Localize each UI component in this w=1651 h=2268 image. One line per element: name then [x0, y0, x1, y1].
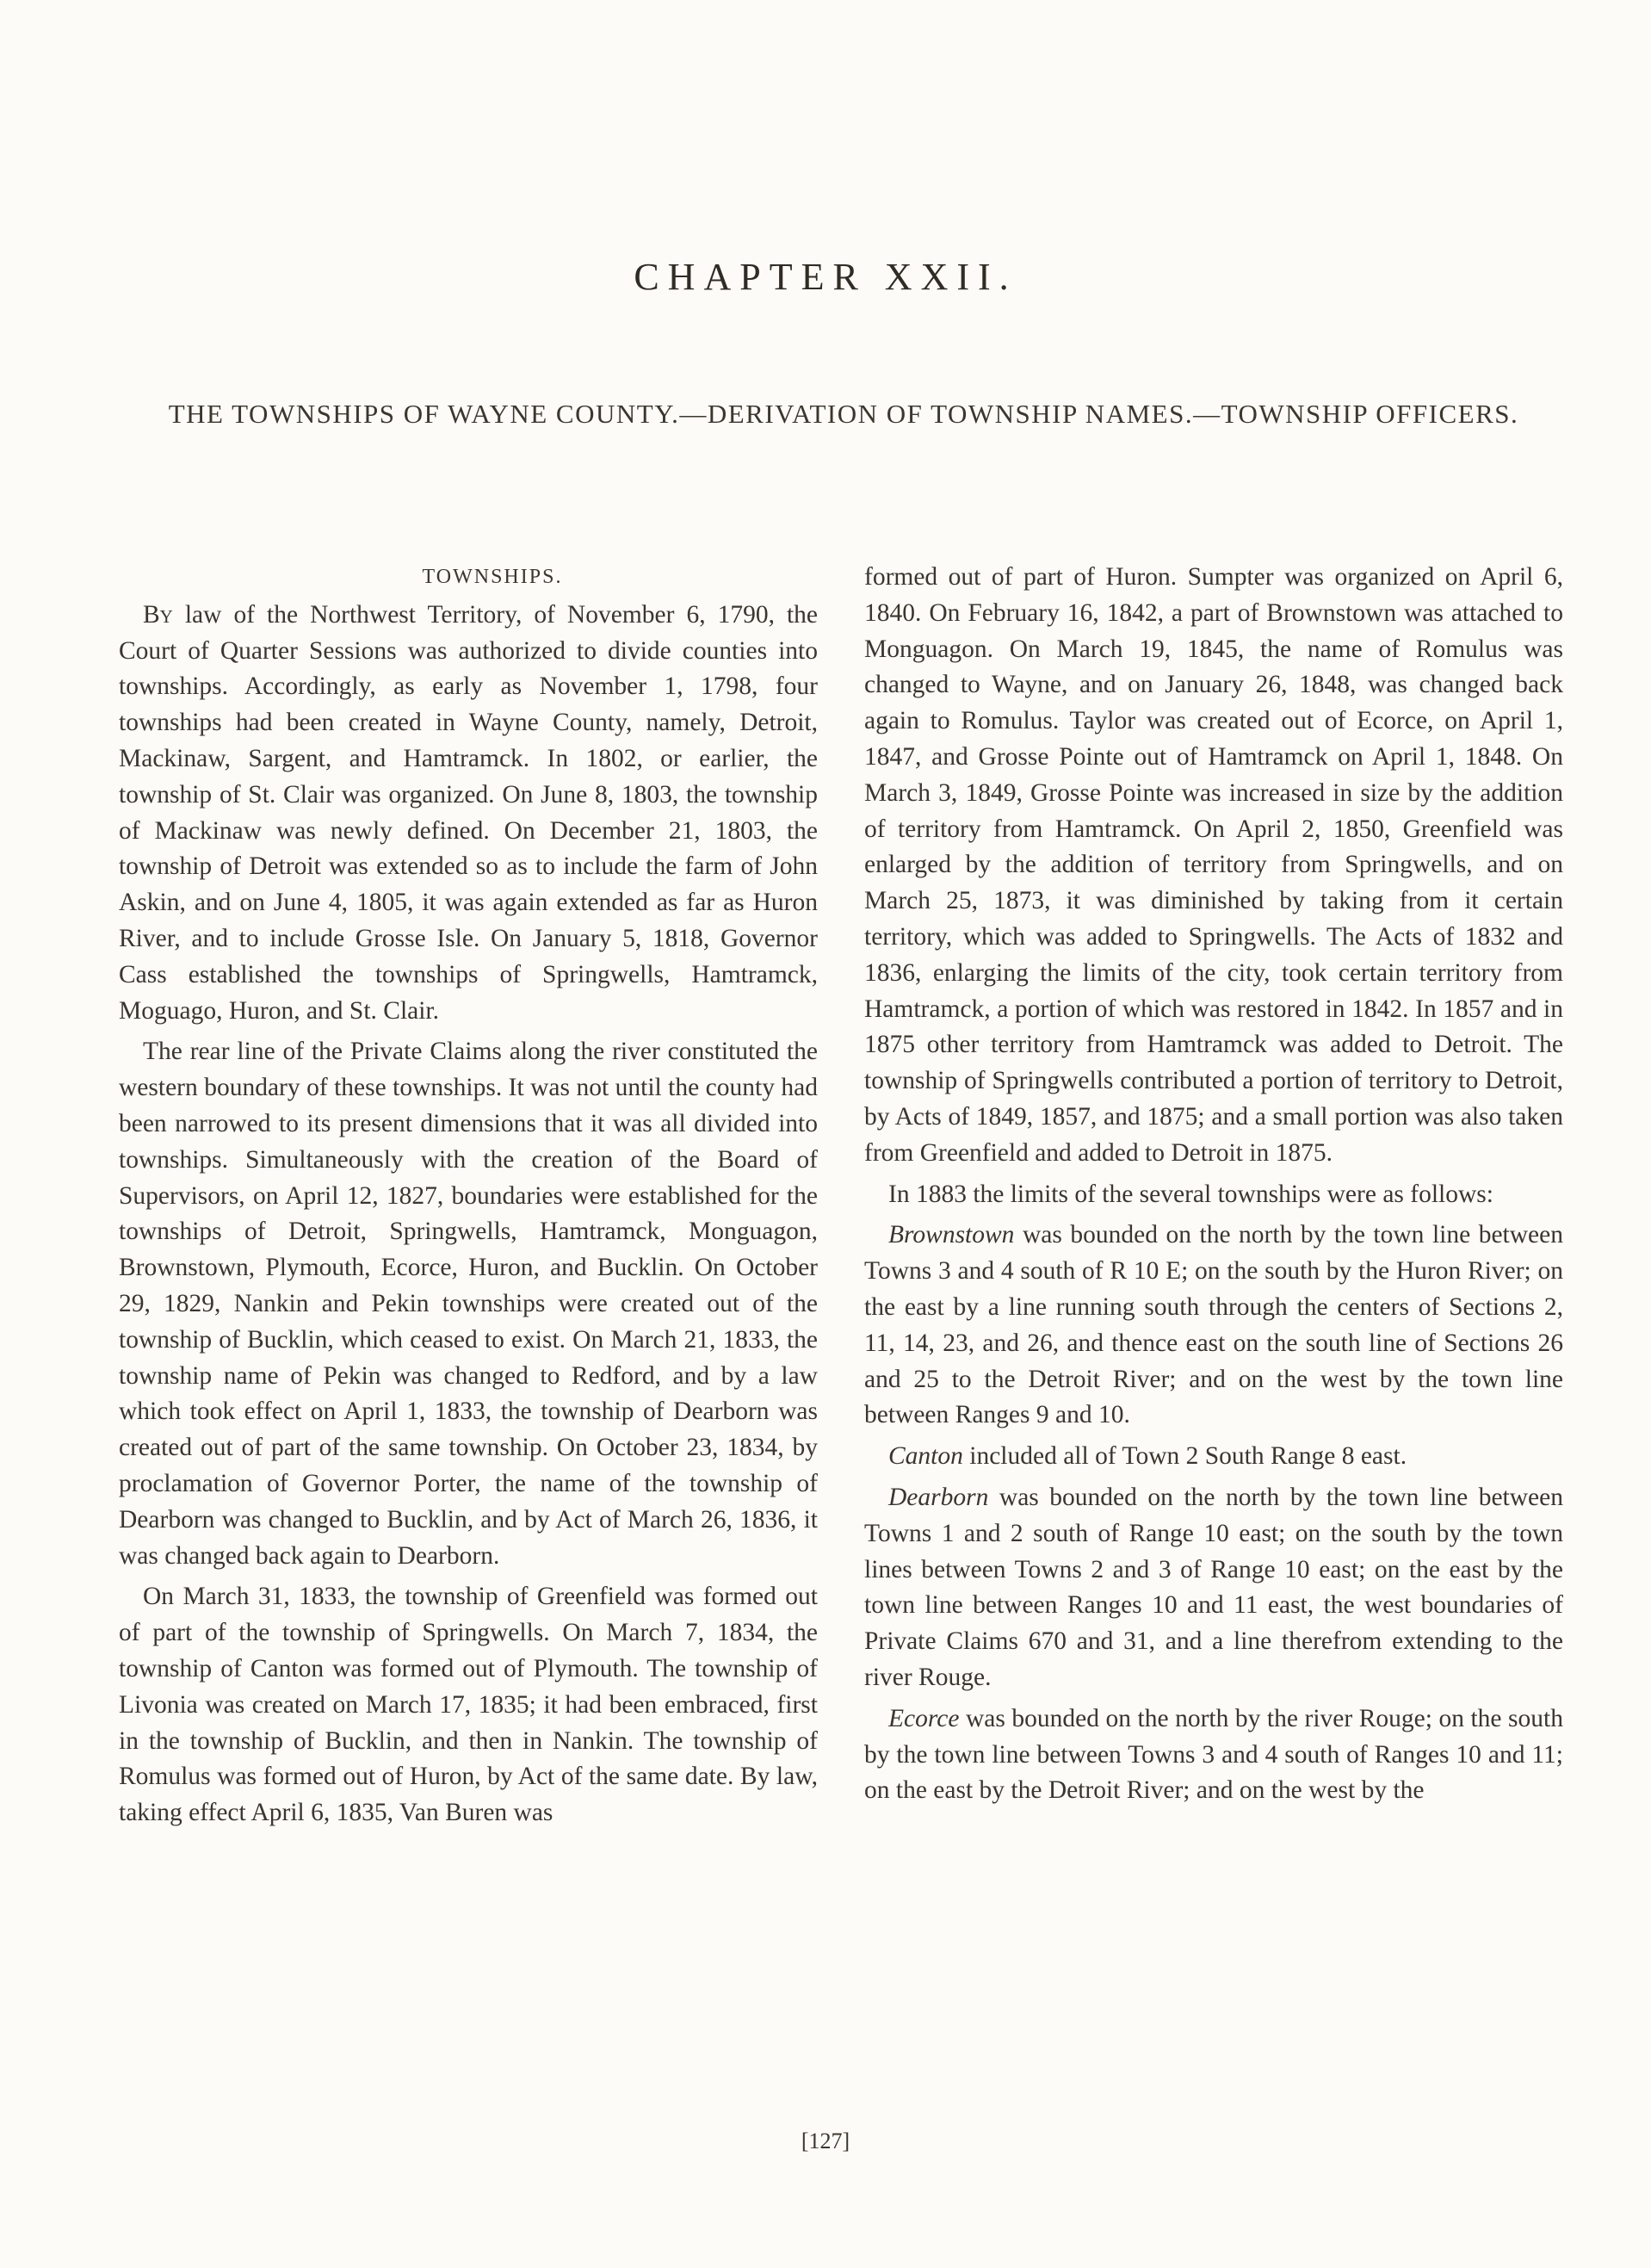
ecorce-text: was bounded on the north by the river Rouge; on the south by the town line between Towns 3 and 4 south of Ranges 10 and 11; on the east by the Detroit River; and on the west by the: [864, 1704, 1563, 1805]
paragraph-canton: [864, 1439, 1563, 1475]
township-name-brownstown: Brownstown: [888, 1221, 1015, 1249]
paragraph-1-text: law of the Northwest Territory, of November 6, 1790, the Court of Quarter Sessions was authorized to divide counties into townships. Accordingly, as early as November 1, 1798, four townships had been created in Wayne County, namely, Detroit, Mackinaw, Sargent, and Hamtramck. In 1802, or earlier, the township of St. Clair was organized. On June 8, 1803, the township of Mackinaw was newly defined. On December 21, 1803, the township of Detroit was extended so as to include the farm of John Askin, and on June 4, 1805, it was again extended as far as Huron River, and to include Grosse Isle. On January 5, 1818, Governor Cass established the townships of Springwells, Hamtramck, Moguago, Huron, and St. Clair.: [119, 600, 818, 1025]
page-number: [127]: [801, 2129, 850, 2153]
paragraph-brownstown: [864, 1218, 1563, 1434]
paragraph-continued: formed out of part of Huron. Sumpter was organized on April 6, 1840. On February 16, 1842, a part of Brownstown was attached to Monguagon. On March 19, 1845, the name of Romulus was changed to Wayne, and on January 26, 1848, was changed back again to Romulus. Taylor was created out of Ecorce, on April 1, 1847, and Grosse Pointe out of Hamtramck on April 1, 1848. On March 3, 1849, Grosse Pointe was increased in size by the addition of territory from Hamtramck. On April 2, 1850, Greenfield was enlarged by the addition of territory from Springwells, and on March 25, 1873, it was diminished by taking from it certain territory, which was added to Springwells. The Acts of 1832 and 1836, enlarging the limits of the city, took certain territory from Hamtramck, a portion of which was restored in 1842. In 1857 and in 1875 other territory from Hamtramck was added to Detroit. The township of Springwells contributed a portion of territory to Detroit, by Acts of 1849, 1857, and 1875; and a small portion was also taken from Greenfield and added to Detroit in 1875.: [864, 563, 1563, 1167]
paragraph-ecorce: [864, 1701, 1563, 1809]
paragraph-3: On March 31, 1833, the township of Greenfield was formed out of part of the township of Springwells. On March 7, 1834, the township of Canton was formed out of Plymouth. The township of Livonia was created on March 17, 1835; it had been embraced, first in the township of Bucklin, and then in Nankin. The township of Romulus was formed out of Huron, by Act of the same date. By law, taking effect April 6, 1835, Van Buren was: [119, 1583, 818, 1827]
right-column: [864, 560, 1563, 1809]
paragraph-dearborn: [864, 1480, 1563, 1696]
paragraph-2: The rear line of the Private Claims along the river constituted the western boundary of these townships. It was not until the county had been narrowed to its present dimensions that it was all divided into townships. Simultaneously with the creation of the Board of Supervisors, on April 12, 1827, boundaries were established for the townships of Detroit, Springwells, Hamtramck, Monguagon, Brownstown, Plymouth, Ecorce, Huron, and Bucklin. On October 29, 1829, Nankin and Pekin townships were created out of the township of Bucklin, which ceased to exist. On March 21, 1833, the township name of Pekin was changed to Redford, and by a law which took effect on April 1, 1833, the township of Dearborn was created out of part of the same township. On October 23, 1834, by proclamation of Governor Porter, the name of the township of Dearborn was changed to Bucklin, and by Act of March 26, 1836, it was changed back again to Dearborn.: [119, 1038, 818, 1570]
canton-text: included all of Town 2 South Range 8 east.: [962, 1442, 1407, 1471]
paragraph-limits-intro: In 1883 the limits of the several townships were as follows:: [888, 1180, 1493, 1208]
dearborn-text: was bounded on the north by the town line between Towns 1 and 2 south of Range 10 east; on the south by the town lines between Towns 2 and 3 of Range 10 east; on the east by the town line between Ranges 10 and 11 east, the west boundaries of Private Claims 670 and 31, and a line therefrom extending to the river Rouge.: [864, 1483, 1563, 1691]
township-name-ecorce: Ecorce: [888, 1704, 960, 1732]
brownstown-text: was bounded on the north by the town line between Towns 3 and 4 south of R 10 E; on the south by the Huron River; on the east by a line running south through the centers of Sections 2, 11, 14, 23, and 26, and thence east on the south line of Sections 26 and 25 to the Detroit River; and on the west by the town line between Ranges 9 and 10.: [864, 1221, 1563, 1429]
left-column: [119, 560, 818, 1831]
chapter-title: CHAPTER XXII.: [634, 256, 1017, 298]
paragraph-1-lead: By: [143, 600, 173, 629]
chapter-subtitle: THE TOWNSHIPS OF WAYNE COUNTY.—DERIVATION OF TOWNSHIP NAMES.—TOWNSHIP OFFICERS.: [168, 399, 1519, 429]
section-heading: TOWNSHIPS.: [422, 566, 563, 588]
township-name-canton: Canton: [888, 1442, 963, 1471]
paragraph-1: [119, 598, 818, 1030]
township-name-dearborn: Dearborn: [888, 1483, 989, 1511]
